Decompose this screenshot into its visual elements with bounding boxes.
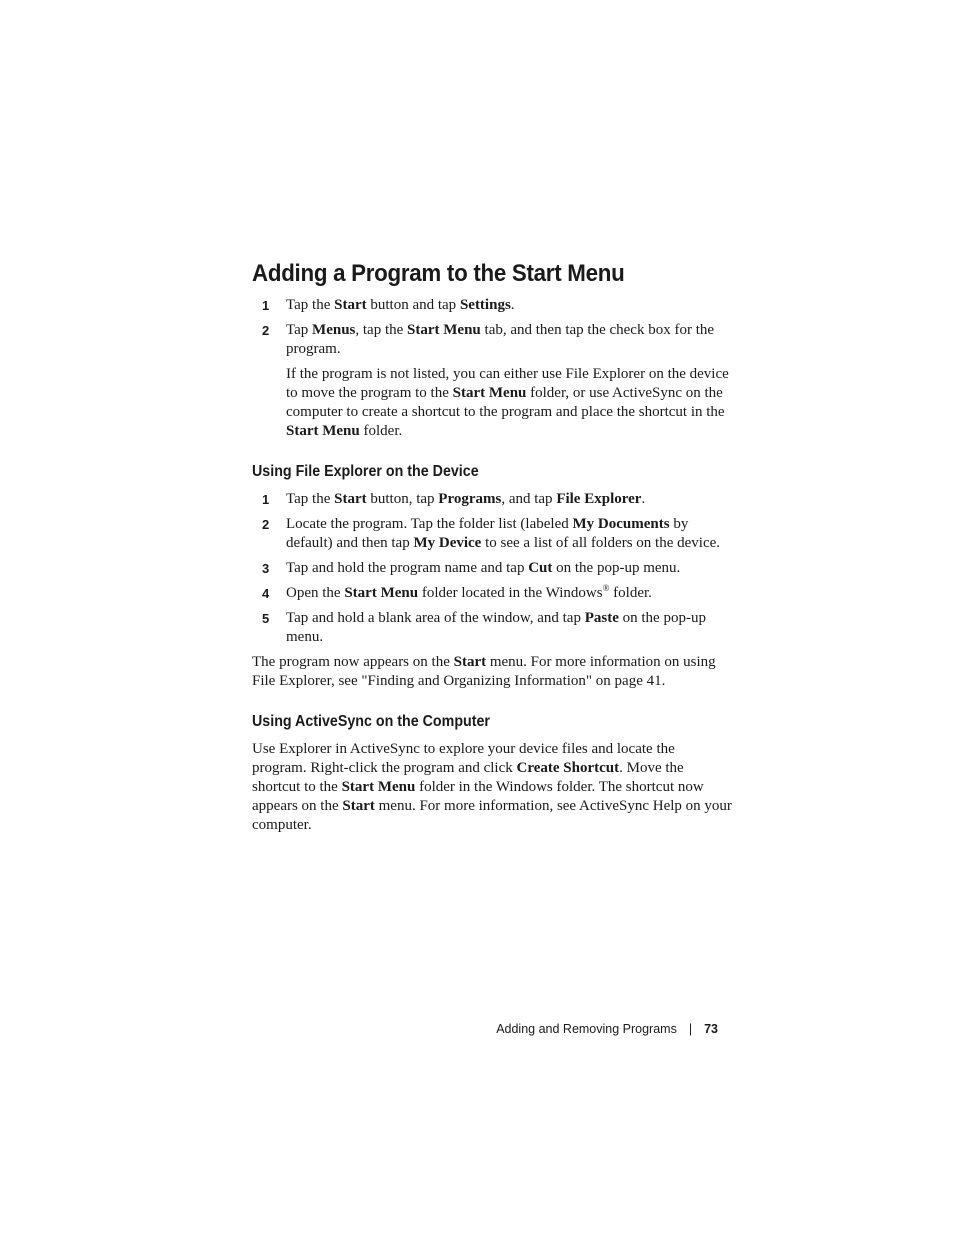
step-text <box>286 321 732 359</box>
text-run: Tap and hold the program name and tap <box>286 560 529 576</box>
text-run: menu. For more information, see ActiveSync Help on your computer. <box>252 798 732 833</box>
text-run: If the program is not listed, you can either use File Explorer on the device to move the program to the <box>286 366 729 401</box>
step-item <box>252 584 732 603</box>
step-number: 2 <box>262 323 270 338</box>
start-menu-steps <box>252 296 732 359</box>
ui-term: Programs <box>438 491 502 507</box>
ui-term: Paste <box>584 610 619 626</box>
text-run: Tap and hold a blank area of the window, and tap <box>286 610 585 626</box>
text-run: folder in the Windows folder. The shortcut now appears on the <box>252 779 704 814</box>
step-text <box>286 296 732 315</box>
ui-term: Start <box>334 297 367 313</box>
ui-term: Start Menu <box>286 423 360 439</box>
ui-term: Menus <box>312 322 356 338</box>
page-footer <box>496 1020 718 1038</box>
step-item <box>252 609 732 647</box>
activesync-body <box>252 740 732 835</box>
text-run: Tap the <box>286 491 335 507</box>
ui-term: File Explorer <box>556 491 642 507</box>
registered-mark: ® <box>602 583 610 593</box>
ui-term: My Documents <box>572 516 670 532</box>
page-title: Adding a Program to the Start Menu <box>252 260 625 287</box>
step-text <box>286 490 732 509</box>
file-explorer-summary <box>252 653 732 691</box>
ui-term: My Device <box>413 535 482 551</box>
ui-term: Start <box>342 798 375 814</box>
step-text <box>286 609 732 647</box>
text-run: , tap the <box>355 322 408 338</box>
file-explorer-steps <box>252 490 732 647</box>
text-run: folder located in the Windows <box>418 585 603 601</box>
ui-term: Start Menu <box>341 779 416 795</box>
text-run: Tap <box>286 322 313 338</box>
text-run: Locate the program. Tap the folder list (labeled <box>286 516 573 532</box>
text-run: by default) and then tap <box>286 516 689 551</box>
step-number: 3 <box>262 561 270 576</box>
text-run: Tap the <box>286 297 335 313</box>
footer-chapter: Adding and Removing Programs <box>496 1022 677 1036</box>
step-item <box>252 490 732 509</box>
ui-term: Start <box>453 654 487 670</box>
step-number: 4 <box>262 586 270 601</box>
ui-term: Settings <box>459 297 511 313</box>
step-number: 5 <box>262 611 270 626</box>
step-text <box>286 515 732 553</box>
ui-term: Cut <box>528 560 553 576</box>
ui-term: Start Menu <box>452 385 527 401</box>
text-run: . <box>641 491 646 507</box>
text-run: folder. <box>609 585 652 601</box>
text-run: folder, or use ActiveSync on the computer to create a shortcut to the program and place the shortcut in the <box>286 385 725 420</box>
text-run: button and tap <box>366 297 460 313</box>
ui-term: Start Menu <box>407 322 481 338</box>
page-content <box>252 258 732 841</box>
step-number: 1 <box>262 298 270 313</box>
step-text <box>286 559 732 578</box>
ui-term: Start Menu <box>344 585 419 601</box>
text-run: Use Explorer in ActiveSync to explore your device files and locate the program. Right-click the program and click <box>252 741 675 776</box>
step-item <box>252 321 732 359</box>
step-item <box>252 559 732 578</box>
step-number: 2 <box>262 517 270 532</box>
file-explorer-heading: Using File Explorer on the Device <box>252 463 479 480</box>
not-listed-note <box>252 365 732 441</box>
step-text <box>286 584 732 603</box>
text-run: Open the <box>286 585 345 601</box>
step-item <box>252 515 732 553</box>
text-run: . Move the shortcut to the <box>252 760 684 795</box>
footer-separator: | <box>688 1022 693 1036</box>
text-run: folder. <box>359 423 403 439</box>
ui-term: Create Shortcut <box>516 760 620 776</box>
text-run: , and tap <box>501 491 557 507</box>
text-run: on the pop-up menu. <box>286 610 706 645</box>
text-run: tab, and then tap the check box for the program. <box>286 322 715 357</box>
text-run: The program now appears on the <box>252 654 454 670</box>
text-run: button, tap <box>366 491 439 507</box>
step-number: 1 <box>262 492 270 507</box>
page-number: 73 <box>704 1022 718 1036</box>
text-run: . <box>510 297 515 313</box>
text-run: on the pop-up menu. <box>552 560 681 576</box>
activesync-heading: Using ActiveSync on the Computer <box>252 713 490 730</box>
text-run: menu. For more information on using File Explorer, see "Finding and Organizing Information" on page 41. <box>252 654 716 689</box>
step-item <box>252 296 732 315</box>
ui-term: Start <box>334 491 367 507</box>
text-run: to see a list of all folders on the device. <box>481 535 721 551</box>
